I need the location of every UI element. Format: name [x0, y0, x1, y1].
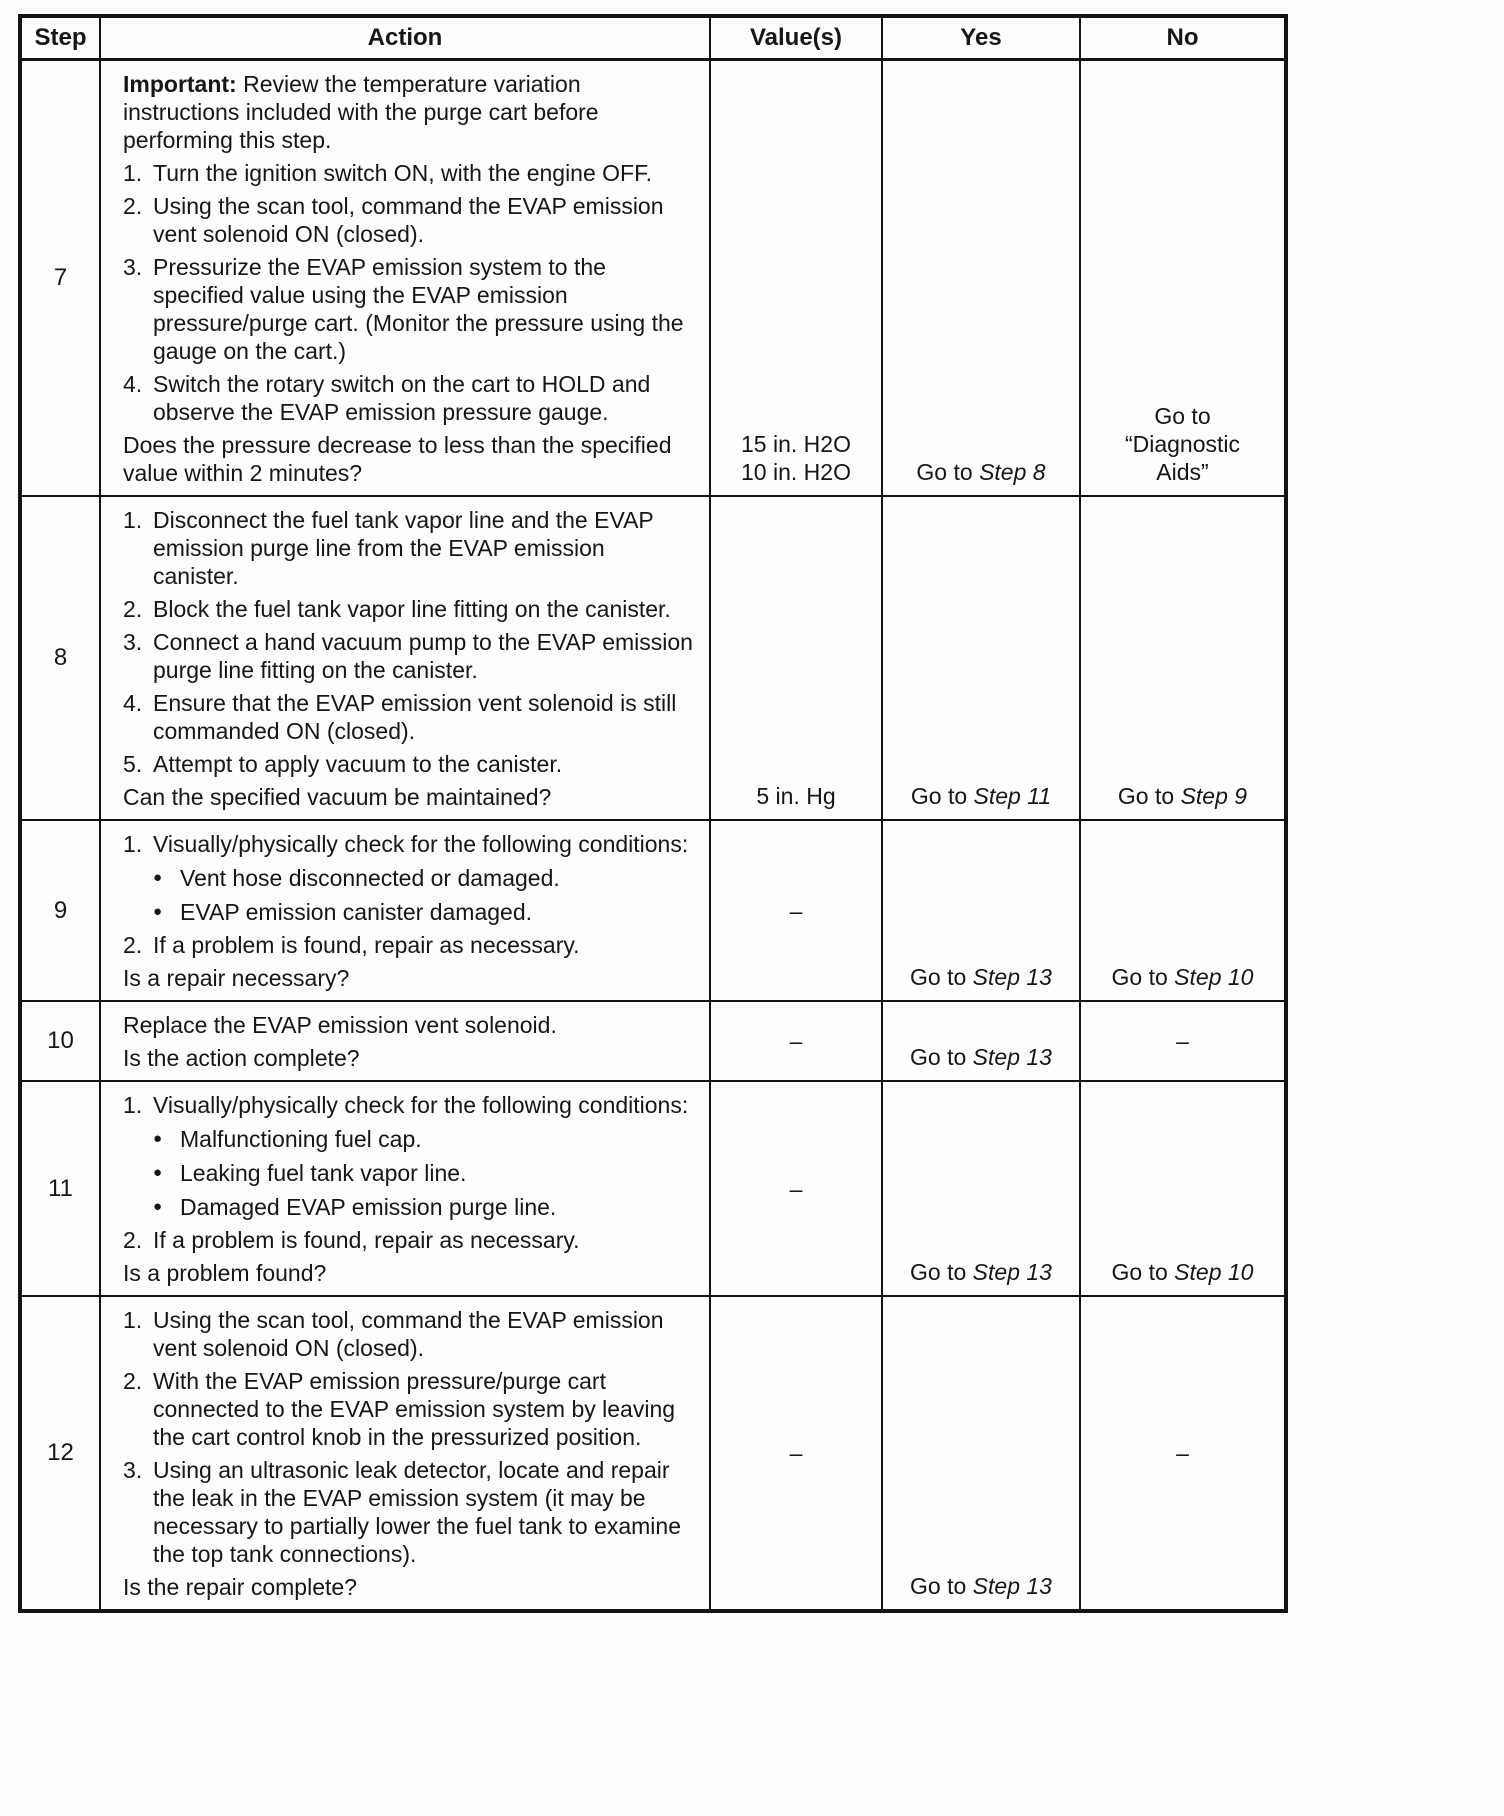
goto-text: Go to Step 10	[1111, 1259, 1254, 1285]
item-text: With the EVAP emission pressure/purge cart connected to the EVAP emission system by leaving the cart control knob in the pressurized position.	[153, 1368, 676, 1450]
action-question: Can the specified vacuum be maintained?	[123, 784, 552, 810]
action-numbered-item	[123, 689, 695, 745]
bullet-text: Malfunctioning fuel cap.	[180, 1126, 422, 1152]
item-text: Using the scan tool, command the EVAP emission vent solenoid ON (closed).	[153, 1307, 664, 1361]
item-number: 3.	[123, 629, 143, 655]
item-number: 1.	[123, 1092, 143, 1118]
goto-step-reference: Step 10	[1174, 964, 1254, 990]
header-values: Value(s)	[710, 16, 882, 60]
action-numbered-item	[123, 1367, 695, 1451]
goto-step-reference: Step 13	[972, 1259, 1052, 1285]
step-number: 9	[20, 820, 100, 1001]
table-row-step-12	[20, 1296, 1286, 1611]
table-row-step-7	[20, 60, 1286, 497]
action-question: Does the pressure decrease to less than the specified value within 2 minutes?	[123, 432, 672, 486]
step-number: 10	[20, 1001, 100, 1081]
values-cell	[710, 1081, 882, 1296]
dash-placeholder: –	[1176, 1440, 1189, 1466]
table-row-step-9	[20, 820, 1286, 1001]
bullet-text: EVAP emission canister damaged.	[180, 899, 532, 925]
action-numbered-item	[123, 506, 695, 590]
item-text: Turn the ignition switch ON, with the engine OFF.	[153, 160, 652, 186]
dash-placeholder: –	[789, 1440, 803, 1466]
item-text: Disconnect the fuel tank vapor line and the EVAP emission purge line from the EVAP emission canister.	[153, 507, 654, 589]
item-text: Connect a hand vacuum pump to the EVAP emission purge line fitting on the canister.	[153, 629, 693, 683]
action-cell	[100, 496, 710, 820]
goto-step-reference: Step 13	[972, 1573, 1052, 1599]
no-cell	[1080, 820, 1286, 1001]
table-body	[20, 60, 1286, 1612]
no-cell	[1080, 496, 1286, 820]
action-numbered-item	[123, 628, 695, 684]
goto-text: Go to Step 13	[910, 1044, 1052, 1070]
item-text: Pressurize the EVAP emission system to the specified value using the EVAP emission pressure/purge cart. (Monitor the pressure using the gauge on the cart.)	[153, 254, 684, 364]
item-text: If a problem is found, repair as necessary.	[153, 1227, 580, 1253]
cell-line: “Diagnostic	[1124, 431, 1241, 457]
no-cell	[1080, 60, 1286, 497]
item-number: 1.	[123, 831, 143, 857]
action-bullet-item	[123, 1159, 695, 1187]
action-numbered-item	[123, 830, 695, 858]
header-no: No	[1080, 16, 1286, 60]
goto-text: Go to Step 11	[910, 783, 1052, 809]
action-bullet-item	[123, 864, 695, 892]
bullet-text: Vent hose disconnected or damaged.	[180, 865, 560, 891]
cell-line: Aids”	[1156, 459, 1209, 485]
action-bullet-item	[123, 1193, 695, 1221]
yes-cell	[882, 1001, 1080, 1081]
no-cell	[1080, 1296, 1286, 1611]
action-numbered-item	[123, 595, 695, 623]
action-numbered-item	[123, 1456, 695, 1568]
action-numbered-item	[123, 159, 695, 187]
header-step: Step	[20, 16, 100, 60]
table-header	[20, 16, 1286, 60]
table-row-step-10	[20, 1001, 1286, 1081]
goto-step-reference: Step 13	[972, 964, 1052, 990]
yes-cell	[882, 1081, 1080, 1296]
action-text: Replace the EVAP emission vent solenoid.	[123, 1012, 557, 1038]
goto-text: Go to Step 9	[1117, 783, 1248, 809]
goto-step-reference: Step 10	[1174, 1259, 1254, 1285]
item-number: 1.	[123, 1307, 143, 1333]
item-text: Visually/physically check for the following conditions:	[153, 1092, 689, 1118]
action-cell	[100, 60, 710, 497]
table-row-step-8	[20, 496, 1286, 820]
goto-step-reference: Step 13	[972, 1044, 1052, 1070]
item-number: 2.	[123, 1368, 143, 1394]
item-number: 2.	[123, 596, 143, 622]
action-numbered-item	[123, 1306, 695, 1362]
step-number: 8	[20, 496, 100, 820]
action-cell	[100, 1001, 710, 1081]
action-numbered-item	[123, 1091, 695, 1119]
bullet-icon: ●	[153, 903, 163, 920]
step-number: 7	[20, 60, 100, 497]
header-yes: Yes	[882, 16, 1080, 60]
action-numbered-item	[123, 192, 695, 248]
action-numbered-item	[123, 750, 695, 778]
item-text: Switch the rotary switch on the cart to HOLD and observe the EVAP emission pressure gauge.	[153, 371, 651, 425]
action-intro: Important: Review the temperature variation instructions included with the purge cart before performing this step.	[123, 71, 599, 153]
step-number: 11	[20, 1081, 100, 1296]
goto-step-reference: Step 8	[979, 459, 1046, 485]
bullet-icon: ●	[153, 1198, 163, 1215]
bullet-icon: ●	[153, 869, 163, 886]
header-action: Action	[100, 16, 710, 60]
goto-step-reference: Step 11	[973, 783, 1052, 809]
table-row-step-11	[20, 1081, 1286, 1296]
values-cell	[710, 496, 882, 820]
item-number: 1.	[123, 160, 143, 186]
item-text: Using an ultrasonic leak detector, locate and repair the leak in the EVAP emission system (it may be necessary to partially lower the fuel tank to examine the top tank connections).	[153, 1457, 681, 1567]
yes-cell	[882, 496, 1080, 820]
values-cell	[710, 60, 882, 497]
item-number: 2.	[123, 1227, 143, 1253]
goto-step-reference: Step 9	[1180, 783, 1248, 809]
no-cell	[1080, 1001, 1286, 1081]
action-cell	[100, 1081, 710, 1296]
action-numbered-item	[123, 931, 695, 959]
action-bullet-item	[123, 898, 695, 926]
item-number: 2.	[123, 193, 143, 219]
item-text: Block the fuel tank vapor line fitting on the canister.	[153, 596, 671, 622]
action-cell	[100, 1296, 710, 1611]
diagnostic-table	[18, 14, 1288, 1613]
action-numbered-item	[123, 370, 695, 426]
item-number: 3.	[123, 254, 143, 280]
bullet-text: Damaged EVAP emission purge line.	[180, 1194, 557, 1220]
item-number: 5.	[123, 751, 143, 777]
goto-text: Go to Step 13	[910, 1573, 1052, 1599]
item-number: 3.	[123, 1457, 143, 1483]
goto-text: Go to Step 8	[916, 459, 1046, 485]
cell-line: 15 in. H2O	[741, 431, 851, 457]
dash-placeholder: –	[1176, 1028, 1189, 1054]
item-number: 2.	[123, 932, 143, 958]
values-cell	[710, 1001, 882, 1081]
action-question: Is a problem found?	[123, 1260, 327, 1286]
goto-text: Go to Step 10	[1111, 964, 1254, 990]
action-question: Is the action complete?	[123, 1045, 360, 1071]
action-question: Is a repair necessary?	[123, 965, 350, 991]
cell-line: 10 in. H2O	[741, 459, 851, 485]
item-text: Visually/physically check for the following conditions:	[153, 831, 689, 857]
yes-cell	[882, 820, 1080, 1001]
dash-placeholder: –	[789, 1175, 803, 1202]
action-cell	[100, 820, 710, 1001]
important-label: Important:	[123, 71, 237, 97]
bullet-icon: ●	[153, 1164, 163, 1181]
item-number: 4.	[123, 690, 143, 716]
goto-text: Go to Step 13	[910, 964, 1052, 990]
no-cell	[1080, 1081, 1286, 1296]
yes-cell	[882, 60, 1080, 497]
dash-placeholder: –	[789, 897, 803, 924]
item-number: 4.	[123, 371, 143, 397]
values-cell	[710, 1296, 882, 1611]
item-text: If a problem is found, repair as necessary.	[153, 932, 580, 958]
action-question: Is the repair complete?	[123, 1574, 357, 1600]
dash-placeholder: –	[789, 1028, 803, 1054]
bullet-icon: ●	[153, 1130, 163, 1147]
action-numbered-item	[123, 1226, 695, 1254]
bullet-text: Leaking fuel tank vapor line.	[180, 1160, 467, 1186]
goto-text: Go to Step 13	[910, 1259, 1052, 1285]
step-number: 12	[20, 1296, 100, 1611]
yes-cell	[882, 1296, 1080, 1611]
item-text: Attempt to apply vacuum to the canister.	[153, 751, 563, 777]
cell-line: Go to	[1154, 403, 1211, 429]
action-numbered-item	[123, 253, 695, 365]
item-text: Using the scan tool, command the EVAP emission vent solenoid ON (closed).	[153, 193, 664, 247]
header-row	[20, 16, 1286, 60]
item-text: Ensure that the EVAP emission vent solenoid is still commanded ON (closed).	[153, 690, 677, 744]
cell-line: 5 in. Hg	[756, 783, 836, 809]
item-number: 1.	[123, 507, 143, 533]
values-cell	[710, 820, 882, 1001]
action-bullet-item	[123, 1125, 695, 1153]
